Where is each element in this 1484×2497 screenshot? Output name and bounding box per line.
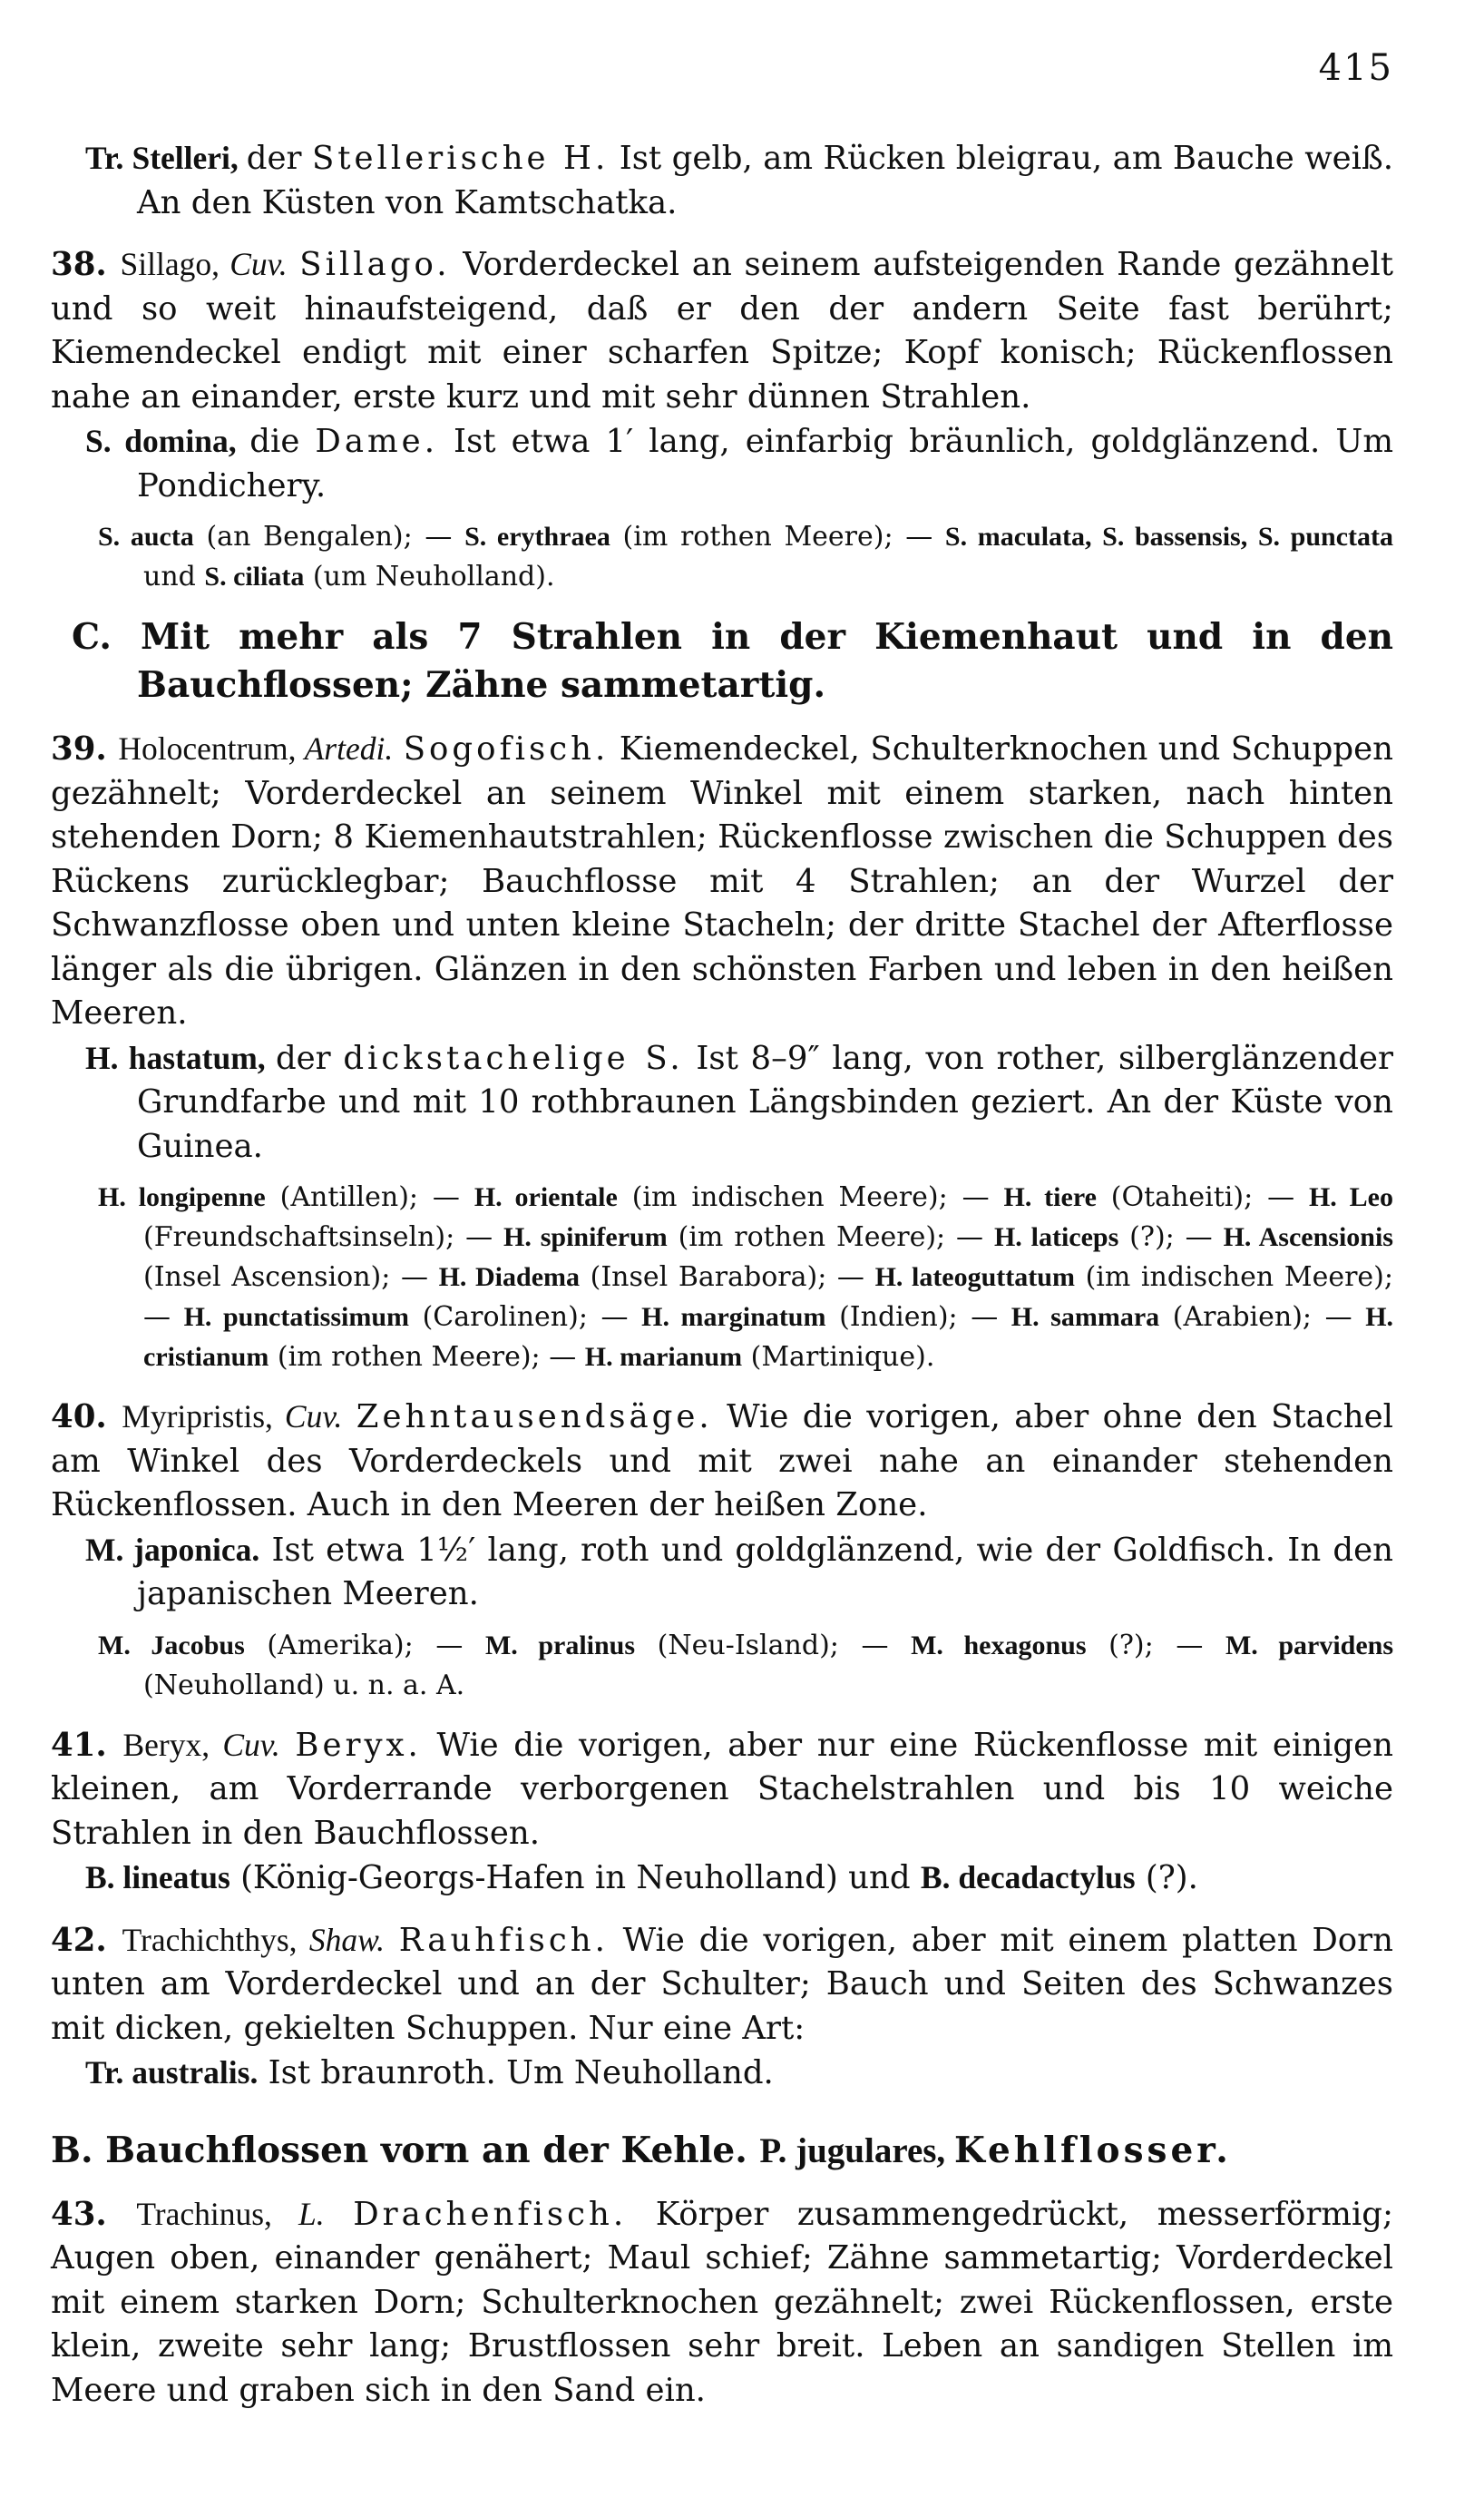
text-run: S. erythraea: [464, 522, 610, 552]
text-run: S. maculata, S. bassensis, S. punctata: [944, 522, 1394, 552]
text-run: M. hexagonus: [911, 1630, 1087, 1660]
text-run: H. spiniferum: [503, 1222, 668, 1252]
text-run: dickstachelige S.: [343, 1039, 684, 1077]
text-run: 42.: [51, 1921, 122, 1959]
text-run: (Freundschaftsinseln); —: [143, 1221, 504, 1253]
text-run: H. tiere: [1003, 1182, 1097, 1212]
text-run: H. lateoguttatum: [874, 1262, 1075, 1292]
text-run: (?); —: [1086, 1629, 1225, 1661]
text-run: (?).: [1135, 1859, 1198, 1896]
text-run: (im rothen Meere); —: [268, 1341, 585, 1373]
text-run: Trachinus,: [136, 2195, 299, 2232]
entry-42-trachichthys: [51, 1918, 1393, 2051]
text-run: C. Mit mehr als 7 Strahlen in der Kiemenhaut und in den Bauchflossen; Zähne sammetartig.: [72, 616, 1393, 706]
text-run: (an Bengalen); —: [193, 521, 465, 553]
text-run: Ist 8–9″ lang, von rother, silberglänzender Grundfarbe und mit 10 rothbraunen Längsbinden geziert. An der Küste von Guinea.: [137, 1039, 1393, 1165]
text-run: Dame.: [315, 423, 438, 460]
entry-38-sillago: [51, 242, 1393, 419]
text-run: Sogofisch.: [403, 730, 610, 768]
text-run: L.: [298, 2195, 325, 2232]
text-run: M. Jacobus: [98, 1630, 245, 1660]
text-run: H. Leo: [1308, 1182, 1393, 1212]
text-run: (Martinique).: [742, 1341, 935, 1373]
text-run: B. Bauchflossen vorn an der Kehle.: [51, 2129, 760, 2171]
heading-c: [51, 613, 1393, 710]
text-run: Cuv.: [229, 246, 288, 282]
text-run: [393, 730, 404, 768]
text-run: (Otaheiti); —: [1096, 1181, 1309, 1213]
text-run: H. hastatum,: [85, 1039, 276, 1076]
text-run: S. aucta: [98, 522, 194, 552]
text-run: (Insel Ascension); —: [143, 1261, 439, 1293]
text-run: [288, 246, 300, 283]
species-domina: [51, 419, 1393, 508]
subspecies-holocentrum: [51, 1178, 1393, 1377]
text-run: Wie die vorigen, aber nur eine Rückenflosse mit einigen kleinen, am Vorderrande verborgenen Stachelstrahlen und bis 10 weiche Strahlen in den Bauchflossen.: [51, 1726, 1393, 1852]
text-run: der: [246, 140, 312, 177]
text-run: Ist gelb, am Rücken bleigrau, am Bauche weiß. An den Küsten von Kamtschatka.: [137, 140, 1393, 221]
text-run: Myripristis,: [122, 1398, 285, 1435]
text-run: M. pralinus: [484, 1630, 636, 1660]
text-run: Wie die vorigen, aber ohne den Stachel am Winkel des Vorderdeckels und mit zwei nahe an einander stehenden Rückenflossen. Auch in den Meeren der heißen Zone.: [51, 1398, 1393, 1523]
text-run: die: [249, 423, 316, 460]
text-run: [385, 1922, 399, 1959]
text-run: M. japonica.: [85, 1531, 260, 1568]
text-run: (Neu-Island); —: [635, 1629, 912, 1661]
text-run: (Arabien); —: [1159, 1301, 1366, 1333]
text-run: Zehntausendsäge.: [356, 1398, 713, 1435]
page-number: 415: [1318, 47, 1393, 89]
text-run: der: [275, 1039, 344, 1077]
text-run: Beryx,: [122, 1726, 223, 1763]
text-run: Rauhfisch.: [398, 1921, 609, 1959]
text-run: H. marginatum: [641, 1302, 826, 1332]
text-run: M. parvidens: [1225, 1630, 1394, 1660]
text-run: und: [143, 561, 205, 592]
text-run: Stellerische H.: [311, 140, 610, 177]
text-run: Trachichthys,: [122, 1921, 309, 1958]
subspecies-myripristis: [51, 1626, 1393, 1706]
text-run: H. laticeps: [993, 1222, 1119, 1252]
text-run: 43.: [51, 2195, 137, 2233]
text-run: Cuv.: [222, 1726, 280, 1763]
text-run: Tr. Stelleri,: [85, 140, 247, 176]
text-run: Beryx.: [295, 1726, 422, 1764]
text-run: H. longipenne: [98, 1182, 266, 1212]
entry-43-trachinus: [51, 2192, 1393, 2414]
text-run: (Indien); —: [825, 1301, 1011, 1333]
text-run: B. lineatus: [85, 1859, 230, 1895]
text-run: 41.: [51, 1726, 123, 1764]
text-run: Cuv.: [284, 1398, 343, 1435]
heading-b: [51, 2127, 1393, 2175]
text-run: (Antillen); —: [265, 1181, 474, 1213]
text-run: Shaw.: [308, 1921, 385, 1958]
text-run: 39.: [51, 730, 119, 768]
text-run: 40.: [51, 1398, 122, 1435]
species-australis: [51, 2051, 1393, 2096]
text-run: Kehlflosser.: [953, 2129, 1232, 2171]
text-run: H. cristianum: [143, 1302, 1394, 1372]
text-run: (Neuholland) u. n. a. A.: [143, 1669, 465, 1701]
text-run: H. sammara: [1010, 1302, 1160, 1332]
text-run: (im rothen Meere); —: [610, 521, 945, 553]
text-run: Ist etwa 1′ lang, einfarbig bräunlich, goldglänzend. Um Pondichery.: [137, 423, 1393, 504]
text-run: S. domina,: [85, 423, 250, 459]
text-run: H. Ascensionis: [1223, 1222, 1393, 1252]
text-run: (Amerika); —: [244, 1629, 485, 1661]
species-japonica: [51, 1528, 1393, 1617]
species-hastatum: [51, 1036, 1393, 1170]
species-stelleri: [51, 136, 1393, 225]
text-run: Kiemendeckel, Schulterknochen und Schuppen gezähnelt; Vorderdeckel an seinem Winkel mit einem starken, nach hinten stehenden Dorn; 8 Kiemenhautstrahlen; Rückenflosse zwischen die Schuppen des Rückens zurücklegbar; Bauchflosse mit 4 Strahlen; an der Wurzel der Schwanzflosse oben und unten kleine Stacheln; der dritte Stachel der Afterflosse länger als die übrigen. Glänzen in den schönsten Farben und leben in den heißen Meeren.: [51, 730, 1393, 1032]
text-run: Artedi.: [304, 730, 394, 767]
text-run: B. decadactylus: [920, 1859, 1136, 1895]
text-run: Körper zusammengedrückt, messerförmig; Augen oben, einander genähert; Maul schief; Zähne sammetartig; Vorderdeckel mit einem starken Dorn; Schulterknochen gezähnelt; zwei Rückenflossen, erste klein, zweite sehr lang; Brustflossen sehr breit. Leben an sandigen Stellen im Meere und graben sich in den Sand ein.: [51, 2195, 1393, 2409]
text-run: P. jugulares,: [759, 2130, 954, 2170]
text-run: (im rothen Meere); —: [667, 1221, 994, 1253]
entry-39-holocentrum: [51, 727, 1393, 1036]
text-run: H. orientale: [474, 1182, 618, 1212]
text-run: Ist braunroth. Um Neuholland.: [258, 2054, 774, 2091]
text-run: (König-Georgs-Hafen in Neuholland) und: [229, 1859, 921, 1896]
text-run: Ist etwa 1½′ lang, roth und goldglänzend, wie der Goldfisch. In den japanischen Meeren.: [137, 1531, 1393, 1612]
text-run: (im indischen Meere); —: [617, 1181, 1004, 1213]
text-run: H. punctatissimum: [183, 1302, 410, 1332]
text-run: [342, 1398, 356, 1435]
text-run: Tr. australis.: [85, 2054, 259, 2091]
text-run: Wie die vorigen, aber mit einem platten Dorn unten am Vorderdeckel und an der Schulter; Bauch und Seiten des Schwanzes mit dicken, gekielten Schuppen. Nur eine Art:: [51, 1921, 1393, 2047]
text-run: [280, 1727, 296, 1764]
text-run: S. ciliata: [204, 562, 305, 592]
text-run: Sillago.: [299, 246, 451, 283]
page-body: [51, 136, 1393, 2413]
text-run: (Insel Barabora); —: [580, 1261, 875, 1293]
entry-41-beryx: [51, 1723, 1393, 1856]
text-run: Vorderdeckel an seinem aufsteigenden Rande gezähnelt und so weit hinaufsteigend, daß er den der andern Seite fast berührt; Kiemendeckel endigt mit einer scharfen Spitze; Kopf konisch; Rückenflossen nahe an einander, erste kurz und mit sehr dünnen Strahlen.: [51, 246, 1393, 416]
text-run: (Carolinen); —: [409, 1301, 642, 1333]
text-run: [325, 2196, 354, 2233]
entry-40-myripristis: [51, 1395, 1393, 1528]
text-run: H. marianum: [584, 1342, 743, 1372]
text-run: Drachenfisch.: [353, 2195, 628, 2233]
text-run: Holocentrum,: [118, 730, 305, 767]
text-run: (im indischen Meere); —: [143, 1261, 1393, 1333]
text-run: 38.: [51, 246, 121, 283]
text-run: (um Neuholland).: [304, 561, 555, 592]
subspecies-sillago: [51, 517, 1393, 597]
text-run: H. Diadema: [438, 1262, 580, 1292]
text-run: (?); —: [1118, 1221, 1224, 1253]
species-lineatus: [51, 1856, 1393, 1901]
text-run: Sillago,: [120, 246, 230, 282]
